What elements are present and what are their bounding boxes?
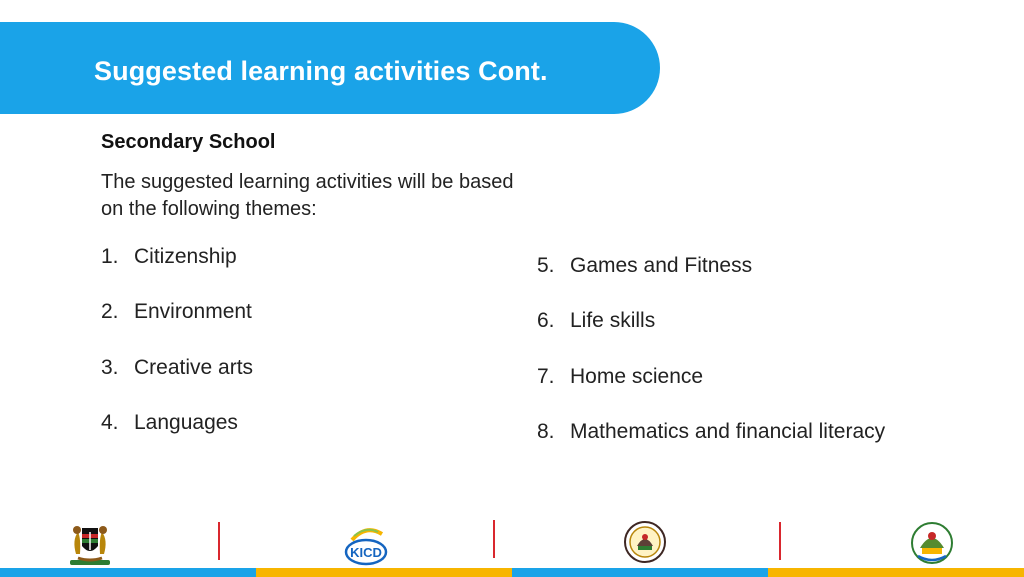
theme-item-creative-arts	[101, 356, 253, 380]
kenya-coat-of-arms-icon	[66, 520, 114, 566]
slide-title: Suggested learning activities Cont.	[94, 56, 548, 86]
theme-label: Creative arts	[134, 356, 254, 379]
theme-label: Life skills	[570, 309, 656, 332]
footer-strip-segment	[512, 568, 768, 577]
kicd-logo	[344, 522, 388, 566]
footer-divider	[779, 522, 781, 560]
theme-label: Citizenship	[134, 245, 237, 268]
theme-number: 3.	[101, 356, 119, 379]
kicd-logo-text: KICD	[350, 545, 382, 560]
theme-label: Environment	[134, 300, 252, 323]
theme-item-languages	[101, 411, 238, 435]
footer-strip-segment	[0, 568, 256, 577]
theme-number: 7.	[537, 365, 555, 388]
theme-number: 5.	[537, 254, 555, 277]
theme-item-life-skills	[537, 309, 655, 333]
theme-label: Languages	[134, 411, 238, 434]
theme-number: 8.	[537, 420, 555, 443]
footer-strip-segment	[768, 568, 1024, 577]
county-seal-icon	[910, 520, 954, 566]
theme-item-environment	[101, 300, 252, 324]
theme-item-games-and-fitness	[537, 254, 752, 278]
ministry-seal-icon	[623, 520, 667, 564]
theme-label: Games and Fitness	[570, 254, 753, 277]
theme-item-home-science	[537, 365, 703, 389]
theme-label: Home science	[570, 365, 704, 388]
footer-divider	[218, 522, 220, 560]
theme-number: 2.	[101, 300, 119, 323]
footer-strip-segment	[256, 568, 512, 577]
section-subtitle: Secondary School	[101, 131, 276, 153]
theme-number: 1.	[101, 245, 119, 268]
theme-label: Mathematics and financial literacy	[570, 420, 886, 443]
footer-divider	[493, 520, 495, 558]
theme-item-mathematics-and-financial-literacy	[537, 420, 885, 444]
intro-text: The suggested learning activities will be based on the following themes:	[101, 171, 514, 220]
theme-number: 6.	[537, 309, 555, 332]
theme-item-citizenship	[101, 245, 237, 269]
theme-number: 4.	[101, 411, 119, 434]
